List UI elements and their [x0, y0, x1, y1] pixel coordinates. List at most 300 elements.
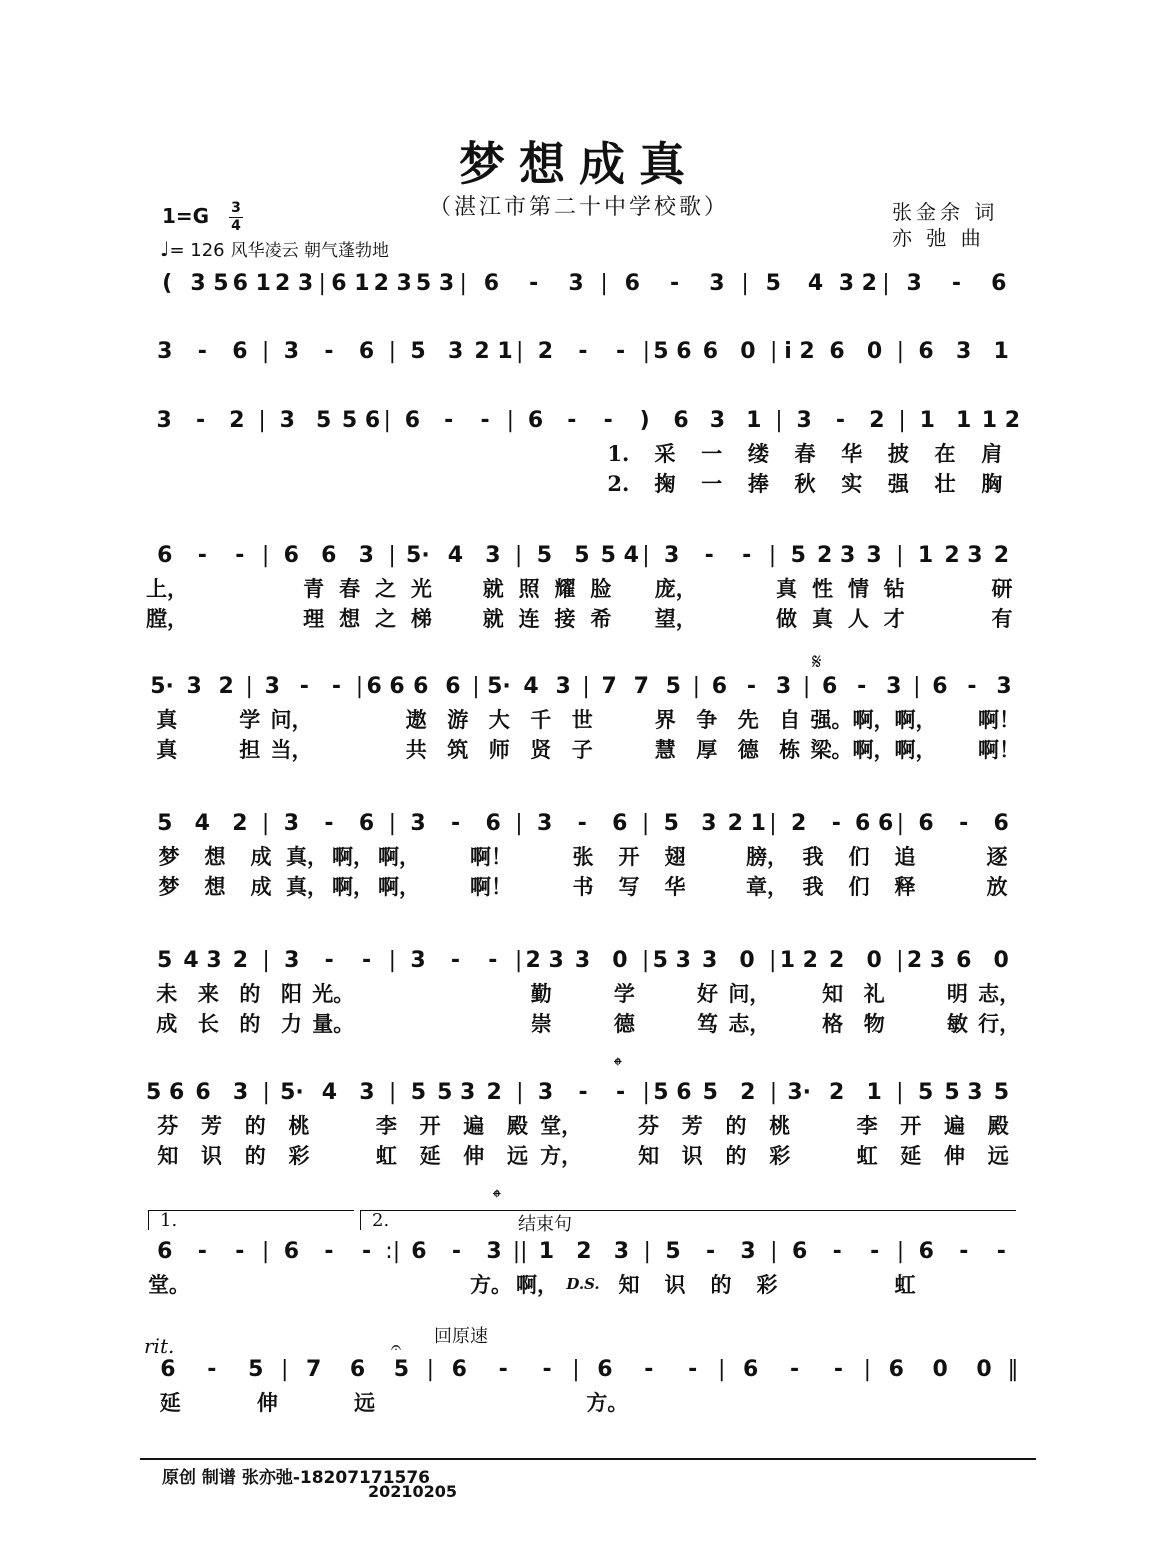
note: 5 [665, 1238, 681, 1264]
note: 3 [232, 1079, 249, 1105]
lyric-syllable: 世 [571, 707, 593, 732]
song-title: 梦想成真 [459, 137, 699, 191]
note: 2 3 [944, 542, 983, 568]
lyric-syllable: 伸 [944, 1143, 965, 1168]
note: 3 [186, 673, 202, 699]
lyric-syllable: 2. [607, 470, 630, 496]
barline: | [642, 1079, 650, 1105]
note: 3 [410, 947, 426, 973]
note: 5· [406, 542, 430, 568]
lyric-syllable: 明 [946, 981, 968, 1006]
note: 3 [664, 542, 680, 568]
barline: | [896, 338, 905, 364]
note: 3 2 [838, 270, 877, 296]
barline: | [515, 338, 524, 364]
lyric-syllable: 阳 [280, 981, 302, 1006]
note: 3 5 [190, 270, 229, 296]
lyric-syllable: 们 [848, 874, 870, 899]
barline: :| [385, 1238, 401, 1264]
note: - [832, 1238, 842, 1264]
note: 7 [601, 673, 617, 699]
note: 6 [157, 542, 173, 568]
barline: | [355, 673, 364, 699]
note: - [959, 810, 969, 836]
note: 3 [740, 1238, 756, 1264]
note: 4 3 [183, 947, 222, 973]
note: - [996, 1238, 1006, 1264]
lyric-syllable: 远 [506, 1143, 528, 1168]
note: 6 6 [366, 673, 405, 699]
note: 0 [739, 947, 755, 973]
note: 3 [709, 270, 725, 296]
lyric-syllable: 遨 [405, 707, 427, 732]
lyric-syllable: 光。 [312, 981, 355, 1006]
lyric-syllable: 望， [654, 606, 697, 631]
note: - [603, 407, 613, 433]
note: 5 4 [600, 542, 639, 568]
note: 6 [411, 1238, 427, 1264]
note: 6 [485, 810, 501, 836]
lyric-syllable: 勤 [530, 981, 552, 1006]
note: - [480, 407, 490, 433]
note: - [324, 810, 334, 836]
quarter-note-icon: ♩ [160, 237, 170, 261]
note: 4 [194, 810, 210, 836]
note: 4 [447, 542, 464, 568]
note: 3 [283, 338, 300, 364]
notes-row-6 [146, 805, 1020, 841]
lyric-syllable: 力 [280, 1011, 302, 1036]
lyric-syllable: 慧 [654, 737, 676, 762]
lyric-syllable: 游 [447, 707, 469, 732]
note: 2 [218, 673, 234, 699]
lyric-syllable: 逐 [986, 844, 1008, 869]
lyric-syllable: D.S. [566, 1275, 600, 1293]
barline: | [516, 1079, 524, 1105]
note: 5· [487, 673, 511, 699]
lyrics-verse-1-row-5 [146, 704, 1020, 734]
volta-1-tick [148, 1210, 149, 1230]
volta-2-tick [360, 1210, 361, 1230]
note: 5 3 [437, 1079, 476, 1105]
lyric-syllable: 识 [681, 1143, 703, 1168]
note: 1 [866, 1079, 882, 1105]
note: 5 3 [944, 1079, 983, 1105]
lyric-syllable: 啊， [378, 874, 420, 899]
barline: | [896, 810, 905, 836]
note: 6 [483, 270, 499, 296]
lyrics-verse-2-row-5 [146, 734, 1020, 764]
barline: | [600, 270, 608, 296]
note: 6 [918, 338, 934, 364]
note: 6 [195, 1079, 211, 1105]
barline: | [769, 1079, 778, 1105]
note: 6 6 [855, 810, 894, 836]
lyric-syllable: 开 [900, 1113, 922, 1138]
lyric-syllable: 先 [737, 707, 759, 732]
lyric-syllable: 做 [776, 606, 798, 631]
lyric-syllable: 1. [607, 440, 630, 466]
lyric-syllable: 们 [848, 844, 870, 869]
note: 1 [538, 1238, 554, 1264]
lyric-syllable: 学 [239, 707, 261, 732]
lyric-syllable: 追 [894, 844, 916, 869]
barline: | [472, 673, 480, 699]
lyric-syllable: 问， [728, 981, 771, 1006]
barline: | [245, 673, 253, 699]
note: 2 [791, 810, 807, 836]
lyric-syllable: 堂， [540, 1113, 583, 1138]
lyric-syllable: 啊， [852, 737, 895, 762]
lyric-syllable: 强 [887, 471, 909, 496]
note: 2 3 [274, 270, 314, 296]
note: 3 [568, 270, 584, 296]
note: 3 [555, 673, 571, 699]
lyric-syllable: 知 [618, 1272, 640, 1297]
lyric-syllable: 李 [375, 1113, 397, 1138]
fermata-icon: 𝄐 [391, 1337, 402, 1358]
note: - [542, 1356, 552, 1382]
note: 2 [486, 1079, 502, 1105]
note: 3 [279, 407, 295, 433]
barline: | [641, 810, 650, 836]
lyric-syllable: 想 [204, 874, 226, 899]
note: 2 3 [817, 542, 856, 568]
lyric-syllable: 的 [244, 1143, 266, 1168]
barline: | [775, 407, 783, 433]
coda-icon-1: 𝄌 [614, 1054, 622, 1079]
lyric-syllable: 想 [204, 844, 226, 869]
note: 2 [829, 1079, 845, 1105]
lyric-syllable: 物 [863, 1011, 885, 1036]
lyric-syllable: 希 [590, 606, 612, 631]
notes-row-7 [146, 942, 1020, 978]
lyric-syllable: 披 [887, 441, 909, 466]
composer-credit: 亦 弛 曲 [892, 226, 985, 250]
note: 6 1 [331, 270, 370, 296]
note: 5 [536, 542, 553, 568]
barline: | [388, 338, 396, 364]
lyric-syllable: 芳 [201, 1113, 223, 1138]
note: 1 [917, 542, 934, 568]
lyrics-verse-2-row-4 [146, 603, 1020, 633]
lyric-syllable: 章， [746, 874, 788, 899]
ritardando-label: rit. [144, 1334, 175, 1358]
lyric-syllable: 啊！ [978, 737, 1020, 762]
barline: | [515, 810, 523, 836]
lyrics-verse-2-row-8 [146, 1140, 1020, 1170]
tempo-bpm: = 126 [169, 240, 225, 261]
lyric-syllable: 成 [250, 844, 272, 869]
lyrics-verse-1-row-10 [146, 1387, 1020, 1417]
barline: | [261, 810, 270, 836]
note: 6 [791, 1238, 808, 1264]
note: 5· [150, 673, 174, 699]
lyric-syllable: 想 [339, 606, 361, 631]
lyric-syllable: 彩 [288, 1143, 310, 1168]
lyric-syllable: 知 [157, 1143, 179, 1168]
barline: || [512, 1238, 528, 1264]
lyric-syllable: 情 [847, 576, 869, 601]
note: 5 3 [415, 270, 455, 296]
lyric-syllable: 真， [286, 844, 328, 869]
lyrics-verse-1-row-8 [146, 1110, 1020, 1140]
lyric-syllable: 的 [239, 1011, 261, 1036]
lyrics-verse-1-row-7 [146, 978, 1020, 1008]
lyric-syllable: 脸 [590, 576, 612, 601]
note: 3 [410, 810, 426, 836]
note: 5 [157, 810, 173, 836]
note: 3 [906, 270, 922, 296]
note: 2 [740, 1079, 756, 1105]
note: 5 6 [653, 338, 692, 364]
barline: | [692, 673, 701, 699]
note: 6 [821, 673, 838, 699]
barline: | [388, 542, 396, 568]
lyric-syllable: 连 [518, 606, 540, 631]
lyrics-verse-2-row-7 [146, 1008, 1020, 1038]
note: 6 [597, 1356, 613, 1382]
note: - [444, 407, 454, 433]
lyric-syllable: 理 [303, 606, 325, 631]
note: 3 [537, 1079, 554, 1105]
lyric-syllable: 释 [894, 874, 916, 899]
note: - [195, 407, 206, 433]
barline: | [769, 947, 777, 973]
note: - [197, 542, 207, 568]
note: 6 [673, 407, 689, 433]
lyric-syllable: 远 [987, 1143, 1009, 1168]
note: - [324, 338, 334, 364]
barline: | [383, 407, 391, 433]
barline: | [388, 810, 396, 836]
note: - [235, 1238, 245, 1264]
note: - [362, 947, 372, 973]
note: - [746, 673, 757, 699]
note: 7 [633, 673, 649, 699]
lyric-syllable: 远 [354, 1390, 376, 1415]
barline: | [642, 542, 650, 568]
note: 6 [413, 673, 429, 699]
lyrics-verse-1-row-4 [146, 573, 1020, 603]
barline: | [770, 1238, 778, 1264]
lyric-syllable: 庞， [654, 576, 697, 601]
note: 2 [869, 407, 885, 433]
note: - [704, 542, 714, 568]
lyric-syllable: 好 [697, 981, 719, 1006]
note: 3 [486, 1238, 502, 1264]
lyric-syllable: 方， [540, 1143, 583, 1168]
lyricist-credit: 张金余 词 [892, 200, 999, 224]
lyric-syllable: 采 [654, 441, 676, 466]
lyric-syllable: 就 [482, 606, 504, 631]
lyric-syllable: 开 [419, 1113, 441, 1138]
lyric-syllable: 学 [613, 981, 635, 1006]
song-subtitle: （湛江市第二十中学校歌） [428, 195, 729, 220]
lyric-syllable: 掬 [654, 471, 676, 496]
note: 6 [283, 542, 299, 568]
note: 6 1 [232, 270, 271, 296]
a-tempo-label: 回原速 [434, 1326, 488, 1347]
barline: | [913, 673, 921, 699]
note: 6 [445, 673, 461, 699]
note: 6 [283, 1238, 300, 1264]
barline: | [896, 1079, 904, 1105]
coda-icon-2: 𝄌 [493, 1186, 501, 1211]
note: 2 3 [373, 270, 412, 296]
note: - [361, 1238, 372, 1264]
lyric-syllable: 担 [239, 737, 261, 762]
note: 1 2 [779, 947, 818, 973]
note: 2 [232, 810, 248, 836]
note: - [644, 1356, 654, 1382]
notes-row-5 [146, 668, 1020, 704]
note: 0 [866, 947, 882, 973]
lyric-syllable: 堂。 [148, 1272, 190, 1297]
note: - [615, 338, 626, 364]
note: ( [162, 270, 173, 296]
lyric-syllable: 伸 [256, 1390, 278, 1415]
note: 2 [232, 947, 249, 973]
lyric-syllable: 真， [286, 874, 328, 899]
note: - [567, 407, 577, 433]
lyric-syllable: 在 [934, 441, 956, 466]
note: 6 [624, 270, 640, 296]
note: 5 [316, 407, 332, 433]
barline: | [643, 1238, 651, 1264]
note: 0 [993, 947, 1009, 973]
lyric-syllable: 膀， [746, 844, 788, 869]
lyric-syllable: 芬 [638, 1113, 660, 1138]
lyric-syllable: 有 [991, 606, 1013, 631]
note: 0 [976, 1356, 992, 1382]
note: 6 [232, 338, 248, 364]
lyric-syllable: 放 [986, 874, 1008, 899]
note: 6 [404, 407, 420, 433]
lyric-syllable: 啊， [378, 844, 420, 869]
note: - [835, 407, 846, 433]
lyric-syllable: 伸 [463, 1143, 485, 1168]
lyric-syllable: 志， [978, 981, 1021, 1006]
barline: | [769, 810, 777, 836]
note: - [197, 1238, 207, 1264]
note: 1 [993, 338, 1009, 364]
note: 6 [702, 338, 718, 364]
note: - [951, 270, 962, 296]
note: - [529, 270, 539, 296]
note: 3 [156, 407, 172, 433]
note: 6 [742, 1356, 759, 1382]
note: - [331, 673, 341, 699]
lyric-syllable: 筑 [447, 737, 469, 762]
note: - [235, 542, 245, 568]
notes-row-10 [146, 1351, 1020, 1387]
note: 6 [160, 1356, 176, 1382]
lyric-syllable: 照 [518, 576, 540, 601]
note: - [688, 1356, 698, 1382]
lyric-syllable: 崇 [530, 1011, 552, 1036]
note: - [967, 673, 977, 699]
note: 2 1 [474, 338, 513, 364]
footer-divider [140, 1458, 1036, 1460]
note: - [789, 1356, 800, 1382]
note: 5 [410, 1079, 427, 1105]
barline: | [318, 270, 326, 296]
barline: | [642, 338, 650, 364]
note: 5 [410, 338, 426, 364]
note: - [870, 1238, 880, 1264]
note: 2 [229, 407, 245, 433]
lyric-syllable: 识 [201, 1143, 223, 1168]
lyric-syllable: 行， [978, 1011, 1021, 1036]
barline: | [280, 1356, 289, 1382]
lyric-syllable: 礼 [863, 981, 885, 1006]
lyric-syllable: 光 [410, 576, 432, 601]
note: 3 [775, 673, 792, 699]
time-signature-bottom: 4 [231, 218, 241, 234]
note: - [831, 810, 841, 836]
note: 6 [157, 1238, 173, 1264]
lyric-syllable: 啊， [894, 737, 937, 762]
lyric-syllable: 方。 [586, 1390, 629, 1415]
note: 5 [574, 542, 590, 568]
lyric-syllable: 延 [159, 1390, 181, 1415]
lyric-syllable: 长 [197, 1011, 219, 1036]
lyric-syllable: 真 [811, 606, 833, 631]
lyric-syllable: 开 [618, 844, 640, 869]
note: 6 [993, 810, 1009, 836]
barline: | [514, 947, 523, 973]
lyric-syllable: 我 [802, 844, 824, 869]
lyric-syllable: 才 [883, 606, 905, 631]
note: - [857, 673, 867, 699]
note: 3 [996, 673, 1012, 699]
lyric-syllable: 敏 [946, 1011, 968, 1036]
volta-1-bracket [148, 1210, 354, 1211]
lyrics-verse-2-row-6 [146, 871, 1020, 901]
note: 3 [701, 947, 718, 973]
lyric-syllable: 就 [482, 576, 504, 601]
lyric-syllable: 自 [779, 707, 801, 732]
lyric-syllable: 写 [618, 874, 640, 899]
note: - [578, 338, 588, 364]
lyric-syllable: 研 [991, 576, 1013, 601]
lyric-syllable: 的 [239, 981, 261, 1006]
lyric-syllable: 书 [572, 874, 594, 899]
note: 3· [787, 1079, 812, 1105]
note: - [705, 1238, 716, 1264]
note: 0 [612, 947, 628, 973]
lyric-syllable: 虹 [894, 1272, 916, 1297]
note: 3 [537, 810, 553, 836]
lyric-syllable: 子 [571, 737, 593, 762]
lyric-syllable: 秋 [794, 471, 816, 496]
note: 2 1 [727, 810, 766, 836]
note: 5 [665, 673, 681, 699]
note: - [299, 673, 309, 699]
lyric-syllable: 一 [701, 441, 723, 466]
note: 6 [932, 673, 948, 699]
note: 2 3 [906, 947, 946, 973]
note: - [451, 810, 461, 836]
note: 5 [157, 947, 173, 973]
notes-row-1 [146, 265, 1020, 301]
note: 6 [358, 338, 375, 364]
lyric-syllable: 虹 [375, 1143, 397, 1168]
lyric-syllable: 春 [339, 576, 361, 601]
lyric-syllable: 钻 [883, 576, 905, 601]
lyric-syllable: 笃 [697, 1011, 719, 1036]
